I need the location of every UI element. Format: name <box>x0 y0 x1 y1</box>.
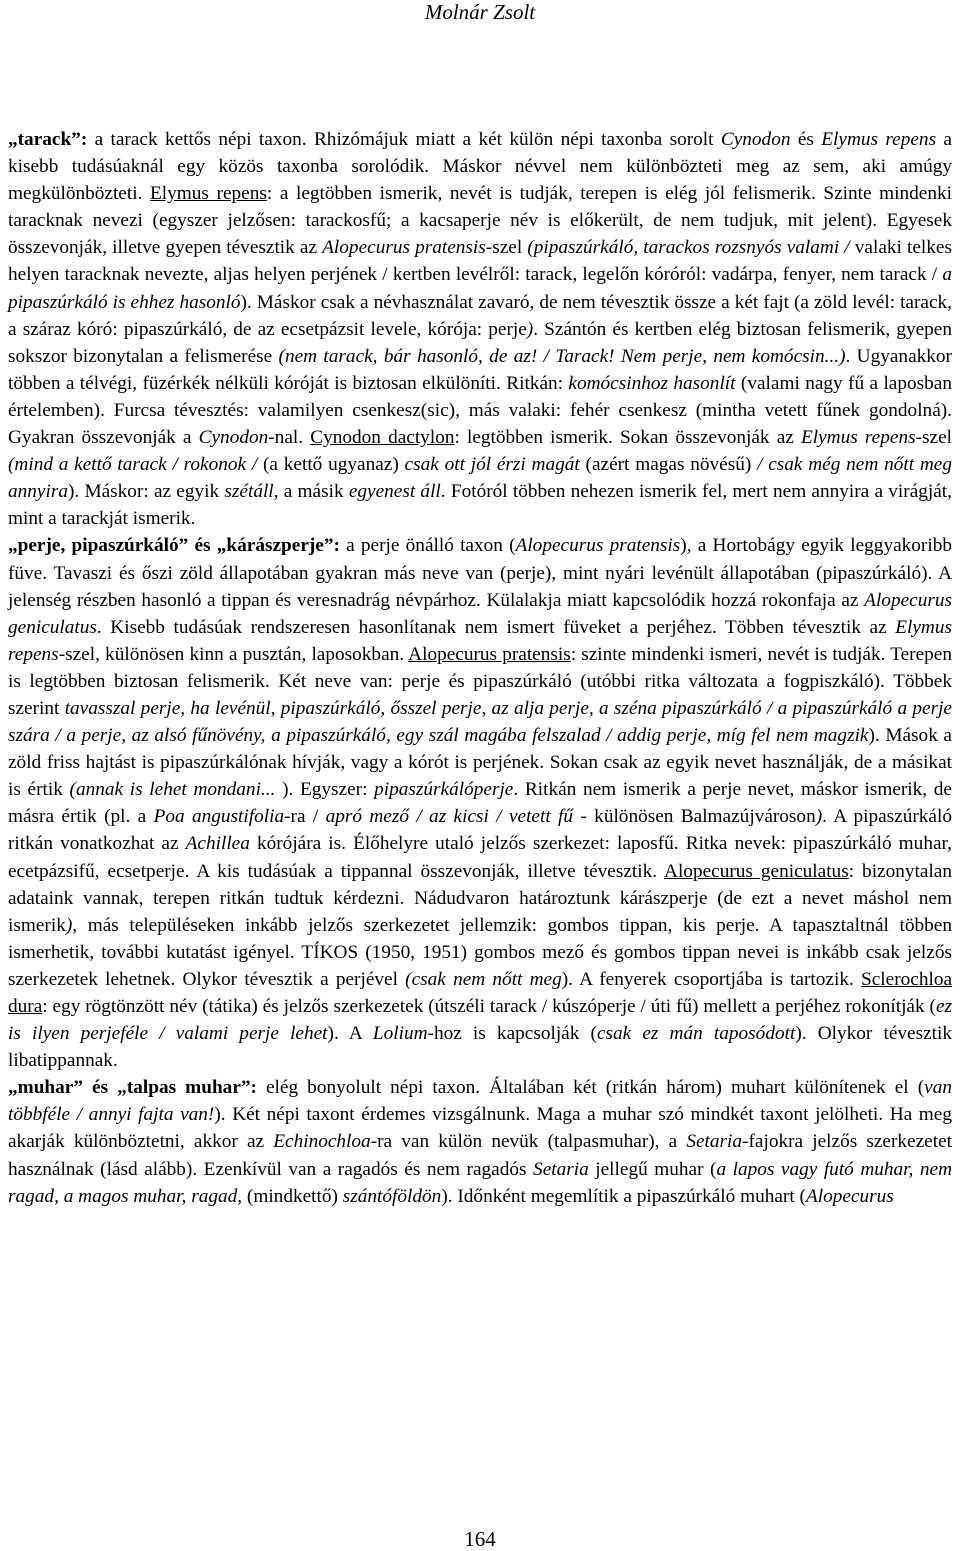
paragraph-muhar <box>8 1074 952 1209</box>
text-span: (mindkettő) <box>242 1185 343 1207</box>
text-span: -ra / <box>284 806 326 828</box>
text-span: ). Egyszer: <box>275 779 375 801</box>
text-span: Alopecurus pratensis <box>515 535 681 557</box>
text-span: kórójára is. Élőhelyre utaló jelzős szerkezet: laposfű. Ritka nevek: pipaszúrkáló muhar, ecetpázsifű, ecsetperje. A kis tudásúak a tippannal összevonják, illetve tévesztik. <box>8 833 952 882</box>
text-span: a pipaszúrkáló is ehhez hasonló <box>8 264 952 313</box>
text-span: : a legtöbben ismerik, nevét is tudják, terepen is elég jól felismerik. Szinte mindenki taracknak nevezi (egyszer jelzősen: tarackosfű; a kacsaperje név is előkerült, de nem tudjuk, mit jelent). Egyesek összevonják, illetve gyepen tévesztik az <box>8 183 952 259</box>
text-span: Poa angustifolia <box>153 806 285 828</box>
text-span: a másik <box>278 481 349 503</box>
text-span: Cynodon <box>198 427 269 449</box>
text-span: csak ott jól érzi magát <box>404 454 580 476</box>
text-span: ÍKOS <box>313 941 359 963</box>
text-span: : egy rögtönzött név (tátika) és jelzős szerkezetek (útszéli tarack / kúszóperje / úti fű) mellett a perjéhez rokonítják ( <box>42 996 936 1017</box>
text-span: Setaria <box>686 1131 743 1153</box>
text-span: a perje önálló taxon ( <box>346 535 516 557</box>
text-span: Alopecurus pratensis <box>322 237 486 259</box>
text-span: ). Máskor csak a névhasználat zavaró, de nem tévesztik össze a két fajt (a zöld levél: tarack, a száraz kóró: pipaszúrkáló, de az ecsetpázsit levele, kórója: perje <box>8 291 952 340</box>
taxon-heading: Elymus repens <box>150 183 267 205</box>
text-span: és <box>790 129 822 150</box>
text-span: . Ritkán nem ismerik a perje nevet, máskor ismerik, de másra értik (pl. a <box>8 779 952 828</box>
taxon-heading: Alopecurus geniculatus <box>664 860 849 882</box>
text-span: - különösen Balmazújvároson <box>573 806 816 828</box>
text-span: Setaria <box>533 1158 589 1180</box>
document-body <box>8 126 952 1210</box>
text-span: Cynodon <box>720 129 791 150</box>
page-header-author: Molnár Zsolt <box>424 0 536 24</box>
text-span: ) <box>65 914 73 936</box>
text-span: szétáll, <box>224 481 279 503</box>
text-span: -szel <box>915 427 952 449</box>
text-span: (csak nem nőtt meg <box>405 968 562 990</box>
text-span: apró mező / az kicsi / vetett fű <box>325 806 574 828</box>
folk-taxon-title: „perje, pipaszúrkáló” és „kárászperje”: <box>8 535 347 557</box>
text-span: . Fotóról többen nehezen ismerik fel, mert nem annyira a virágját, mint a tarackját ismerik. <box>8 481 952 530</box>
text-span: ). Mások a zöld friss hajtást is pipaszúrkálónak hívják, vagy a kórót is perjének. Sokan csak az egyik nevet használják, de a másikat is értik <box>8 725 952 801</box>
text-span: Achillea <box>185 833 250 855</box>
text-span: komócsinhoz hasonlít <box>568 372 736 394</box>
text-span: ) <box>526 318 534 340</box>
text-span: (1950, 1951) gombos mező és gombos tippan nevei is inkább csak jelzős szerkezetek lehetnek. Olykor tévesztik a perjével <box>8 941 952 990</box>
text-span: csak ez mán taposódott <box>596 1023 796 1045</box>
text-span: ). A <box>327 1023 373 1045</box>
text-span: / csak még nem nőtt meg annyira <box>8 454 952 503</box>
text-span: tavasszal perje, ha levénül, pipaszúrkáló, ősszel perje, az alja perje, a széna pipaszúrkáló / a pipaszúrkáló a perje szára / a perje, az alsó fűnövény, a pipaszúrkáló, egy szál magába felszalad / addig perje, míg fel nem magzik <box>8 697 952 747</box>
folk-taxon-title: „muhar” és „talpas muhar”: <box>8 1077 266 1099</box>
text-span: Alopecurus <box>805 1185 894 1207</box>
taxon-heading: Cynodon dactylon <box>310 427 455 449</box>
text-span: ), a Hortobágy egyik leggyakoribb füve. Tavaszi és őszi zöld állapotában gyakran más neve van (perje), mint nyári levénült állapotában (pipaszúrkáló). A jelenség részben hasonló a tippan és veresnadrág névpárhoz. Külalakja miatt kapcsolódik hozzá rokonfaja az <box>8 535 952 611</box>
text-span: valaki telkes helyen taracknak nevezte, aljas helyen perjének / kertben levélről: tarack, legelőn kóróról: vadárpa, fenyer, nem tarack / <box>8 237 952 286</box>
text-span: ). Máskor: az egyik <box>67 481 225 503</box>
text-span: (a kettő ugyanaz) <box>257 454 405 476</box>
text-span: a lapos vagy futó muhar, nem ragad, a magos muhar, ragad, <box>8 1158 953 1207</box>
text-span: van többféle / annyi fajta van! <box>8 1077 952 1126</box>
text-span: Elymus repens <box>800 427 916 449</box>
paragraph-perje <box>8 532 952 1074</box>
text-span: (pipaszúrkáló, tarackos rozsnyós valami / <box>527 237 850 259</box>
text-span: Lolium <box>372 1023 428 1045</box>
paragraph-tarack <box>8 126 952 532</box>
text-span: -hoz is kapcsolják ( <box>427 1023 597 1045</box>
text-span: : bizonytalan adataink vannak, terepen ritkán tudtuk kérdezni. Nádudvaron határoztunk kárászperje (de ezt a nevet máshol nem ismerik <box>8 860 952 936</box>
taxon-heading: Sclerochloa dura <box>8 968 953 1017</box>
text-span: : legtöbben ismerik. Sokan összevonják az <box>454 427 801 449</box>
page-number: 164 <box>464 1527 496 1551</box>
text-span: ). Olykor tévesztik libatippannak. <box>8 1023 953 1072</box>
text-span: pipaszúrkálóperje <box>374 779 514 801</box>
text-span: (valami nagy fű a laposban értelemben). Furcsa tévesztés: valamilyen csenkesz(sic), más valaki: fehér csenkesz (mintha vetett fűnek gondolná). Gyakran összevonják a <box>8 372 952 449</box>
text-span: ) <box>815 806 823 828</box>
text-span: (mind a kettő tarack / rokonok / <box>8 454 258 476</box>
text-span: (azért magas növésű) <box>579 454 758 476</box>
text-span: . Ugyanakkor többen a télvégi, füzérkék nélküli kóróját is biztosan elkülöníti. Ritkán: <box>8 345 952 394</box>
text-span: szántóföldön <box>342 1185 442 1207</box>
text-span: . Szántón és kertben elég biztosan felismerik, gyepen sokszor bizonytalan a felismerése <box>8 318 952 367</box>
text-span: elég bonyolult népi taxon. Általában két (ritkán három) muhart különítenek el ( <box>266 1077 925 1099</box>
text-span: (annak is lehet mondani... <box>69 779 276 801</box>
text-span: , más településeken inkább jelzős szerkezetet jellemzik: gombos tippan, kis perje. A tapasztaltnál többen ismerhetik, további kutatást igényel. T <box>8 914 952 963</box>
text-span: ). Két népi taxont érdemes vizsgálnunk. Maga a muhar szó mindkét taxont jelölheti. Ha meg akarják különböztetni, akkor az <box>8 1104 953 1153</box>
text-span: . Kisebb tudásúak rendszeresen hasonlítanak nem ismert füveket a perjéhez. Többen tévesztik az <box>96 616 896 638</box>
text-span: -szel, különösen kinn a pusztán, laposokban. <box>58 643 409 665</box>
text-span: a kisebb tudásúaknál egy közös taxonba sorolódik. Máskor névvel nem különbözteti meg az sem, aki amúgy megkülönbözteti. <box>8 129 952 205</box>
text-span: -szel <box>485 237 528 259</box>
text-span: Elymus repens <box>821 129 937 150</box>
text-span: Elymus repens <box>8 616 952 665</box>
text-span: (nem tarack, bár hasonló, de az! / Tarack! Nem perje, nem komócsin...) <box>278 345 846 367</box>
text-span: jellegű muhar ( <box>588 1158 717 1180</box>
text-span: . A pipaszúrkáló ritkán vonatkozhat az <box>8 806 952 855</box>
text-span: a tarack kettős népi taxon. Rhizómájuk miatt a két külön népi taxonba sorolt <box>94 129 721 150</box>
text-span: -ra van külön nevük (talpasmuhar), a <box>370 1131 687 1153</box>
text-span: ). A fenyerek csoportjába is tartozik. <box>561 968 861 990</box>
folk-taxon-title: „tarack”: <box>8 129 95 150</box>
text-span: ez is ilyen perjeféle / valami perje lehet <box>8 996 952 1045</box>
text-span: -fajokra jelzős szerkezetet használnak (lásd alább). Ezenkívül van a ragadós és nem ragadós <box>8 1131 952 1180</box>
text-span: : szinte mindenki ismeri, nevét is tudják. Terepen is legtöbben biztosan felismerik. Két neve van: perje és pipaszúrkáló (utóbbi ritka változata a fogpiszkáló). Többek szerint <box>8 643 952 719</box>
text-span: ). Időnként megemlítik a pipaszúrkáló muhart ( <box>441 1185 806 1207</box>
taxon-heading: Alopecurus pratensis <box>408 643 571 665</box>
text-span: -nal. <box>268 427 311 449</box>
text-span: Echinochloa <box>273 1131 371 1153</box>
text-span: Alopecurus geniculatus <box>8 589 952 638</box>
text-span: egyenest áll <box>348 481 441 503</box>
